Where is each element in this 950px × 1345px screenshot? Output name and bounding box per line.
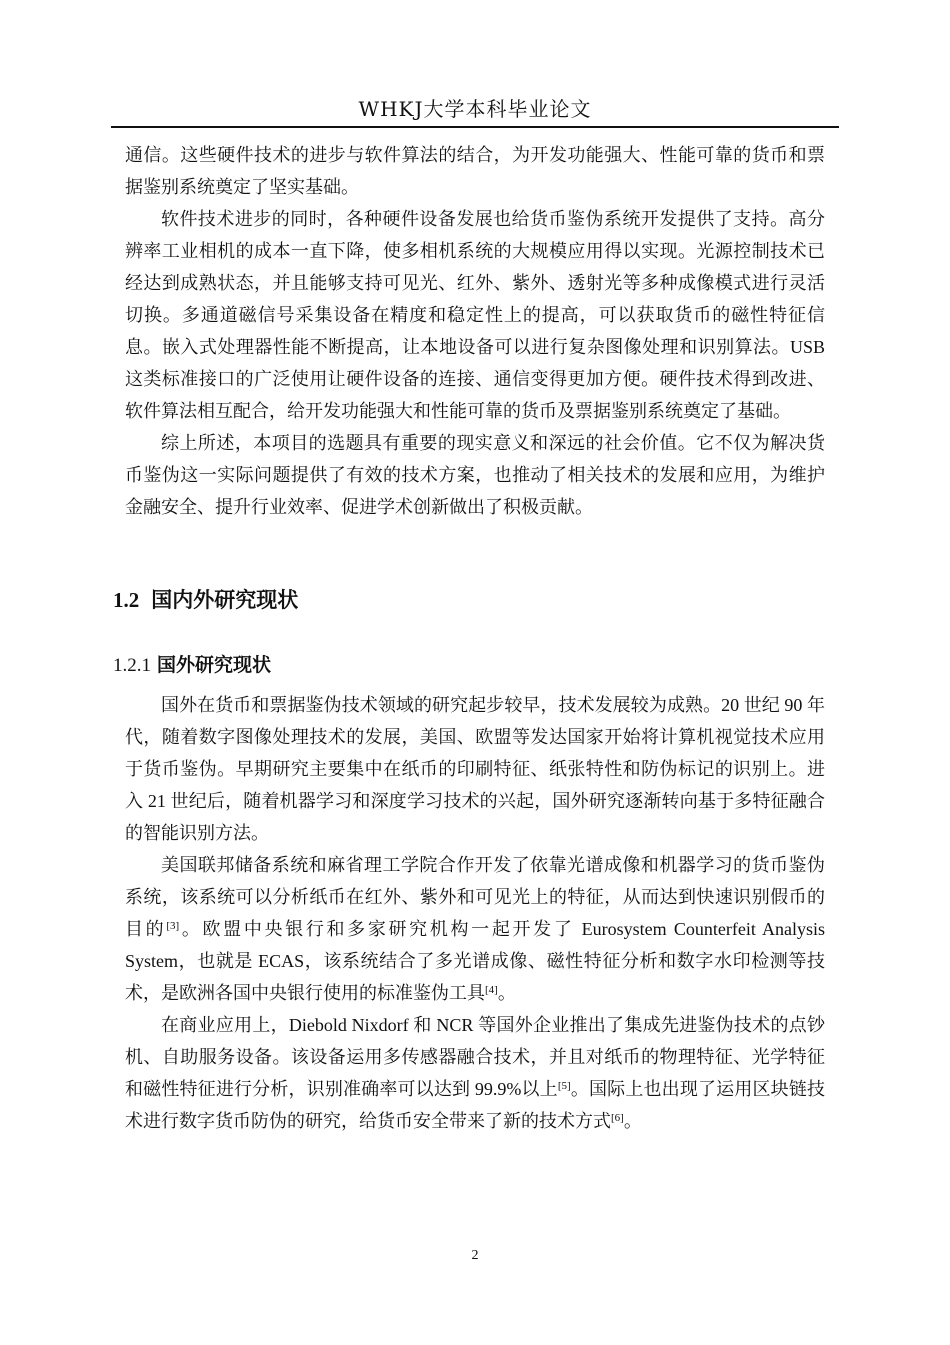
paragraph-commercial [125,1009,825,1137]
text-run: 在商业应用上，Diebold Nixdorf 和 NCR 等国外企业推出了集成先进鉴伪技术的点钞机、自助服务设备。该设备运用多传感器融合技术，并且对纸币的物理特征、光学特征和磁性特征进行分析，识别准确率可以达到 99.9%以上 [125,1015,825,1099]
citation-6[interactable]: [6] [611,1112,624,1124]
section-heading-1-2 [113,584,298,614]
page-number: 2 [471,1248,479,1263]
text-run: 美国联邦储备系统和麻省理工学院合作开发了依靠光谱成像和机器学习的货币鉴伪系统，该系统可以分析纸币在红外、紫外和可见光上的特征，从而达到快速识别假币的目的 [125,855,825,939]
subsection-number: 1.2.1 [113,655,151,676]
paragraph-systems [125,849,825,1009]
paragraph-hardware: 软件技术进步的同时，各种硬件设备发展也给货币鉴伪系统开发提供了支持。高分辨率工业相机的成本一直下降，使多相机系统的大规模应用得以实现。光源控制技术已经达到成熟状态，并且能够支持可见光、红外、紫外、透射光等多种成像模式进行灵活切换。多通道磁信号采集设备在精度和稳定性上的提高，可以获取货币的磁性特征信息。嵌入式处理器性能不断提高，让本地设备可以进行复杂图像处理和识别算法。USB 这类标准接口的广泛使用让硬件设备的连接、通信变得更加方便。硬件技术得到改进、软件算法相互配合，给开发功能强大和性能可靠的货币及票据鉴别系统奠定了基础。 [125,209,825,421]
text-run: 。国际上也出现了运用区块链技术进行数字货币防伪的研究，给货币安全带来了新的技术方式 [125,1079,826,1131]
paragraph-summary: 综上所述，本项目的选题具有重要的现实意义和深远的社会价值。它不仅为解决货币鉴伪这一实际问题提供了有效的技术方案，也推动了相关技术的发展和应用，为维护金融安全、提升行业效率、促进学术创新做出了积极贡献。 [125,433,825,517]
paragraph-history: 国外在货币和票据鉴伪技术领域的研究起步较早，技术发展较为成熟。20 世纪 90 年代，随着数字图像处理技术的发展，美国、欧盟等发达国家开始将计算机视觉技术应用于货币鉴伪。早期研究主要集中在纸币的印刷特征、纸张特性和防伪标记的识别上。进入 21 世纪后，随着机器学习和深度学习技术的兴起，国外研究逐渐转向基于多特征融合的智能识别方法。 [125,695,825,843]
paragraph-continued: 通信。这些硬件技术的进步与软件算法的结合，为开发功能强大、性能可靠的货币和票据鉴别系统奠定了坚实基础。 [125,145,825,197]
citation-5[interactable]: [5] [557,1080,571,1092]
text-run: 。 [497,983,516,1003]
text-run: 。 [623,1111,642,1131]
subsection-title: 国外研究现状 [157,654,272,676]
text-run: 。欧盟中央银行和多家研究机构一起开发了 Eurosystem Counterfeit Analysis System，也就是 ECAS，该系统结合了多光谱成像、磁性特征分析和数字水印检测等技术，是欧洲各国中央银行使用的标准鉴伪工具 [125,919,825,1003]
section-top-body [125,139,825,523]
citation-4[interactable]: [4] [485,984,498,996]
section-title: 国内外研究现状 [151,588,299,612]
subsection-heading-1-2-1 [113,650,271,677]
section-number: 1.2 [113,588,140,612]
section-1-2-1-body [125,689,825,1137]
running-header: WHKJ大学本科毕业论文 [358,97,592,121]
header-rule [111,126,839,128]
citation-3[interactable]: [3] [166,920,180,932]
